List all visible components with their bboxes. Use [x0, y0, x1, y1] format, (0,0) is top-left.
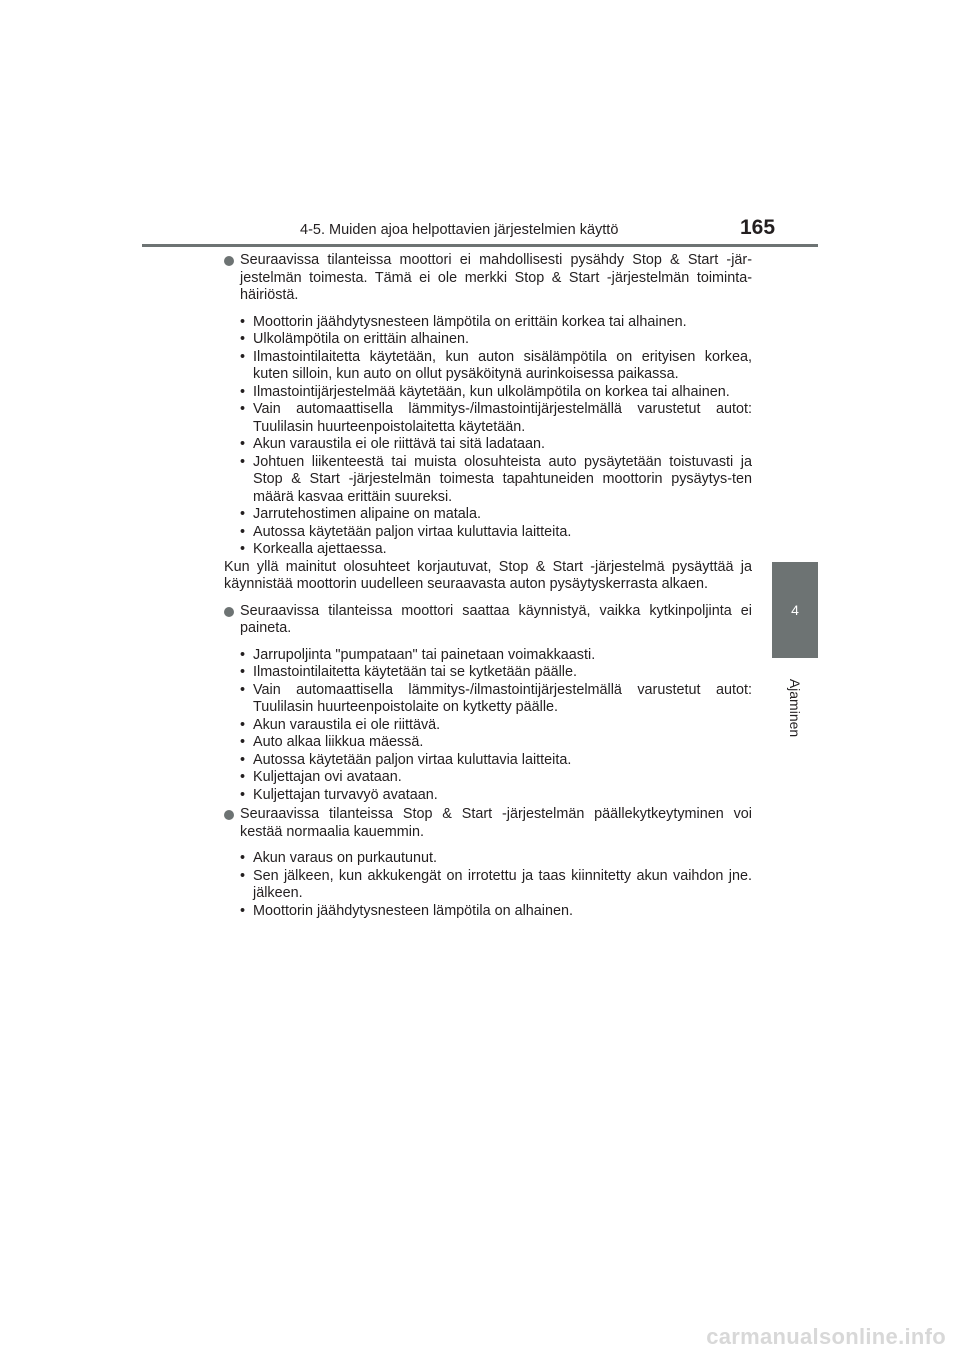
list-item: • Akun varaus on purkautunut.: [240, 850, 752, 868]
list-item: • Ilmastointijärjestelmää käytetään, kun ulkolämpötila on korkea tai alhainen.: [240, 384, 752, 402]
chapter-tab: [772, 562, 818, 658]
list-item: • Kuljettajan turvavyö avataan.: [240, 787, 752, 805]
list-item: • Akun varaustila ei ole riittävä.: [240, 717, 752, 735]
bullet-circle-icon: [224, 810, 234, 820]
list-item: • Sen jälkeen, kun akkukengät on irrotettu ja taas kiinnitetty akun vaihdon jne. jälkeen.: [240, 868, 752, 903]
condition-list: [224, 314, 752, 559]
list-item: • Autossa käytetään paljon virtaa kuluttavia laitteita.: [240, 752, 752, 770]
list-item: • Jarrutehostimen alipaine on matala.: [240, 506, 752, 524]
bullet-circle-icon: [224, 256, 234, 266]
watermark: carmanualsonline.info: [706, 1324, 946, 1349]
list-item: • Vain automaattisella lämmitys-/ilmastointijärjestelmällä varustetut autot: Tuulilasin huurteenpoistolaite on kytketty päälle.: [240, 682, 752, 717]
list-item: • Vain automaattisella lämmitys-/ilmastointijärjestelmällä varustetut autot: Tuulilasin huurteenpoistolaitetta käytetään.: [240, 401, 752, 436]
list-item: • Autossa käytetään paljon virtaa kuluttavia laitteita.: [240, 524, 752, 542]
section-intro: Seuraavissa tilanteissa moottori ei mahdollisesti pysähdy Stop & Start -jär-jestelmän toimesta. Tämä ei ole merkki Stop & Start -järjestelmän toiminta-häiriöstä.: [224, 252, 752, 305]
page-content: [224, 252, 752, 920]
list-item: • Akun varaustila ei ole riittävä tai sitä ladataan.: [240, 436, 752, 454]
list-item: • Auto alkaa liikkua mäessä.: [240, 734, 752, 752]
section-intro: Seuraavissa tilanteissa moottori saattaa käynnistyä, vaikka kytkinpoljinta ei paineta.: [224, 603, 752, 638]
chapter-label: [772, 668, 818, 748]
list-item: • Ulkolämpötila on erittäin alhainen.: [240, 331, 752, 349]
header-divider: [142, 244, 818, 247]
condition-list: [224, 647, 752, 805]
chapter-number: 4: [791, 602, 799, 618]
list-item: • Kuljettajan ovi avataan.: [240, 769, 752, 787]
list-item: • Korkealla ajettaessa.: [240, 541, 752, 559]
bullet-circle-icon: [224, 607, 234, 617]
list-item: • Ilmastointilaitetta käytetään tai se kytketään päälle.: [240, 664, 752, 682]
list-item: • Moottorin jäähdytysnesteen lämpötila on alhainen.: [240, 903, 752, 921]
list-item: • Johtuen liikenteestä tai muista olosuhteista auto pysäytetään toistuvasti ja Stop & Start -järjestelmän toimesta tapahtuneiden moottorin pysäytys-ten määrä kasvaa erittäin suureksi.: [240, 454, 752, 507]
section-note: Kun yllä mainitut olosuhteet korjautuvat, Stop & Start -järjestelmä pysäyttää ja käynnistää moottorin uudelleen seuraavasta auton pysäytyskerrasta alkaen.: [224, 558, 752, 592]
section-intro: Seuraavissa tilanteissa Stop & Start -järjestelmän päällekytkeytyminen voi kestää normaalia kauemmin.: [224, 806, 752, 841]
condition-list: [224, 850, 752, 920]
page-number: 165: [740, 216, 776, 239]
list-item: • Jarrupoljinta "pumpataan" tai painetaan voimakkaasti.: [240, 647, 752, 665]
list-item: • Ilmastointilaitetta käytetään, kun auton sisälämpötila on erityisen korkea, kuten silloin, kun auto on ollut pysäköitynä aurinkoisessa paikassa.: [240, 349, 752, 384]
list-item: • Moottorin jäähdytysnesteen lämpötila on erittäin korkea tai alhainen.: [240, 314, 752, 332]
section-title: 4-5. Muiden ajoa helpottavien järjestelmien käyttö: [300, 222, 619, 238]
chapter-label-text: Ajaminen: [787, 678, 803, 738]
